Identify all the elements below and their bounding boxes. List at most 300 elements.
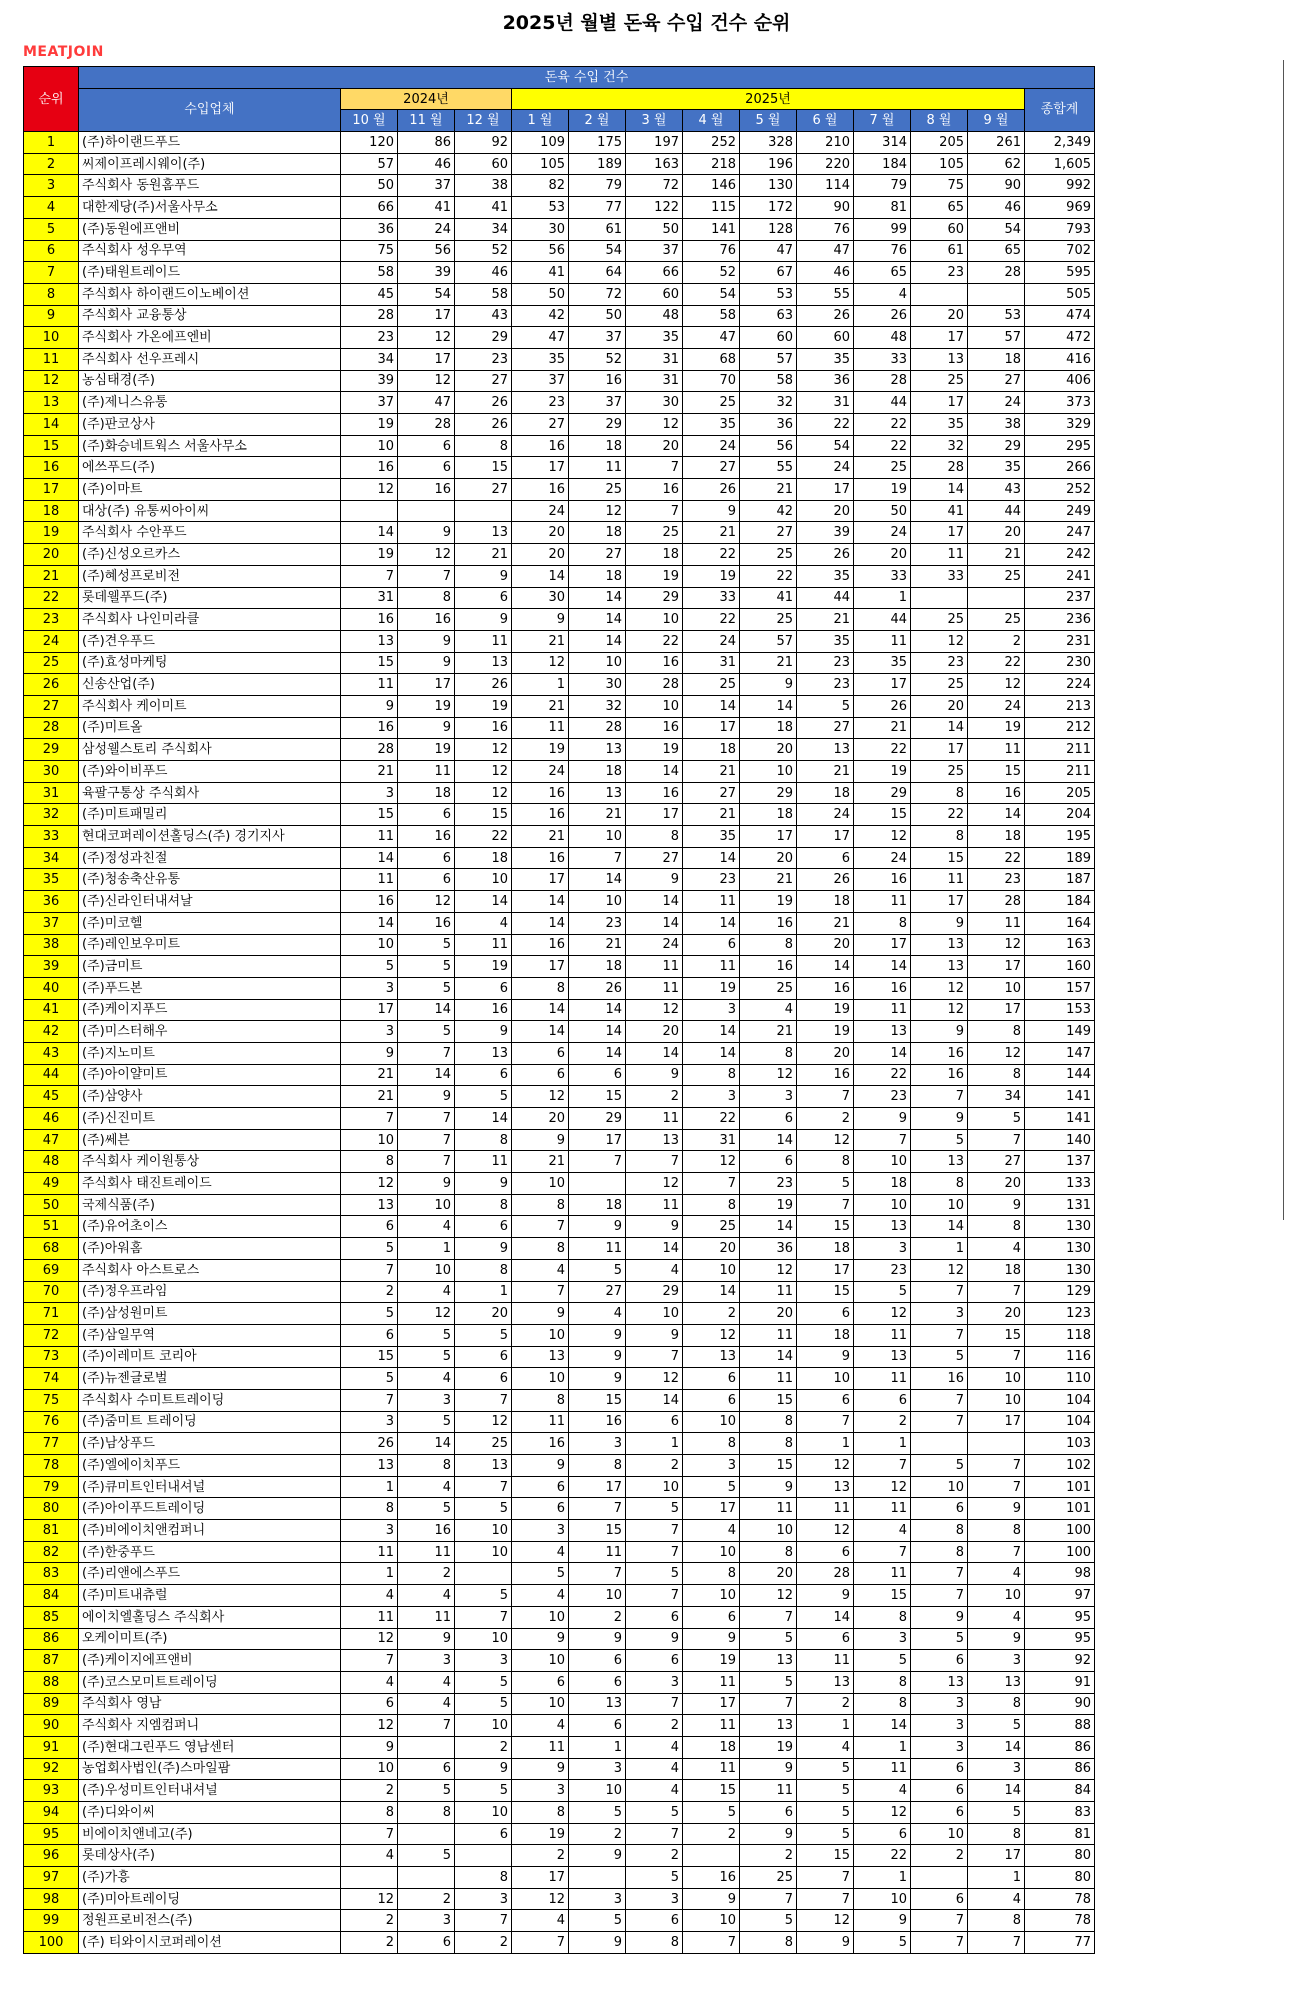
count-cell: 130 [740,175,797,197]
count-cell: 13 [341,630,398,652]
rank-cell: 27 [24,695,79,717]
count-cell: 18 [455,847,512,869]
count-cell: 14 [968,804,1025,826]
count-cell: 9 [626,1324,683,1346]
count-cell: 8 [569,1455,626,1477]
count-cell: 6 [797,1389,854,1411]
count-cell: 2 [626,1455,683,1477]
count-cell: 7 [911,1910,968,1932]
count-cell: 16 [740,956,797,978]
count-cell: 8 [968,1064,1025,1086]
table-row [24,1346,1095,1368]
count-cell: 29 [569,414,626,436]
total-cell: 101 [1025,1498,1095,1520]
count-cell: 70 [683,370,740,392]
count-cell: 9 [911,1021,968,1043]
count-cell: 14 [341,522,398,544]
count-cell: 12 [398,327,455,349]
count-cell: 8 [455,1867,512,1889]
company-cell: 오케이미트(주) [79,1628,341,1650]
count-cell: 7 [968,1476,1025,1498]
count-cell: 7 [740,1606,797,1628]
count-cell: 4 [626,1736,683,1758]
count-cell: 17 [683,1498,740,1520]
count-cell: 20 [797,934,854,956]
table-body [24,132,1095,1954]
count-cell: 22 [854,414,911,436]
count-cell: 4 [968,1606,1025,1628]
count-cell: 22 [968,847,1025,869]
count-cell: 1 [341,1563,398,1585]
count-cell: 11 [398,761,455,783]
count-cell: 19 [968,717,1025,739]
count-cell: 23 [512,392,569,414]
company-cell: (주)한중푸드 [79,1541,341,1563]
company-cell: 국제식품(주) [79,1194,341,1216]
count-cell: 4 [398,1693,455,1715]
rank-cell: 43 [24,1042,79,1064]
count-cell: 37 [569,327,626,349]
count-cell: 5 [341,956,398,978]
rank-cell: 72 [24,1324,79,1346]
count-cell: 328 [740,132,797,154]
count-cell: 15 [341,804,398,826]
count-cell: 21 [341,761,398,783]
count-cell: 36 [740,414,797,436]
company-cell: (주)쎄븐 [79,1129,341,1151]
count-cell: 11 [341,1541,398,1563]
count-cell: 8 [512,1389,569,1411]
count-cell [911,1433,968,1455]
count-cell: 5 [797,1758,854,1780]
count-cell: 36 [740,1238,797,1260]
table-row [24,1671,1095,1693]
count-cell: 26 [683,479,740,501]
table-row [24,1108,1095,1130]
month-header: 1 월 [512,110,569,132]
company-cell: 주식회사 수미트트레이딩 [79,1389,341,1411]
count-cell: 23 [911,262,968,284]
count-cell: 25 [911,370,968,392]
count-cell: 5 [455,1780,512,1802]
count-cell [398,1736,455,1758]
rank-cell: 49 [24,1173,79,1195]
count-cell: 4 [398,1216,455,1238]
count-cell: 9 [626,1216,683,1238]
count-cell: 8 [968,1910,1025,1932]
count-cell: 54 [398,283,455,305]
count-cell: 1 [569,1736,626,1758]
count-cell: 2 [626,1086,683,1108]
count-cell: 46 [455,262,512,284]
company-cell: 롯데웰푸드(주) [79,587,341,609]
count-cell [968,587,1025,609]
total-cell: 131 [1025,1194,1095,1216]
count-cell: 9 [740,1476,797,1498]
count-cell: 1 [341,1476,398,1498]
table-row [24,804,1095,826]
count-cell: 2 [341,1780,398,1802]
count-cell: 14 [968,1736,1025,1758]
count-cell: 21 [740,869,797,891]
company-cell: (주)미아트레이딩 [79,1888,341,1910]
company-cell: (주)신성오르카스 [79,544,341,566]
count-cell: 19 [512,1823,569,1845]
count-cell: 26 [797,869,854,891]
count-cell: 14 [740,1216,797,1238]
count-cell: 128 [740,218,797,240]
count-cell: 8 [398,1802,455,1824]
count-cell: 122 [626,197,683,219]
count-cell: 11 [626,1194,683,1216]
count-cell: 2 [398,1888,455,1910]
count-cell: 30 [626,392,683,414]
total-cell: 204 [1025,804,1095,826]
rank-cell: 92 [24,1758,79,1780]
table-row [24,956,1095,978]
count-cell: 14 [626,1042,683,1064]
table-row [24,175,1095,197]
total-cell: 110 [1025,1368,1095,1390]
count-cell: 41 [398,197,455,219]
count-cell: 28 [341,739,398,761]
count-cell: 8 [854,1693,911,1715]
count-cell: 8 [911,1541,968,1563]
count-cell: 17 [569,1476,626,1498]
rank-cell: 100 [24,1932,79,1954]
count-cell: 27 [683,457,740,479]
table-row [24,1194,1095,1216]
count-cell: 4 [626,1780,683,1802]
company-cell: (주)코스모미트트레이딩 [79,1671,341,1693]
table-row [24,132,1095,154]
total-cell: 77 [1025,1932,1095,1954]
count-cell: 10 [683,1411,740,1433]
month-header: 6 월 [797,110,854,132]
count-cell: 46 [797,262,854,284]
count-cell: 175 [569,132,626,154]
count-cell: 15 [569,1520,626,1542]
count-cell: 22 [683,1108,740,1130]
count-cell: 7 [512,1281,569,1303]
count-cell: 5 [398,934,455,956]
count-cell: 5 [455,1086,512,1108]
count-cell: 14 [740,1129,797,1151]
count-cell: 2 [740,1845,797,1867]
count-cell: 15 [740,1455,797,1477]
total-cell: 130 [1025,1216,1095,1238]
count-cell: 8 [740,1411,797,1433]
table-row [24,999,1095,1021]
count-cell: 13 [911,956,968,978]
count-cell: 18 [398,782,455,804]
count-cell: 13 [911,348,968,370]
rank-cell: 6 [24,240,79,262]
table-row [24,587,1095,609]
count-cell: 7 [911,1086,968,1108]
count-cell: 10 [512,1693,569,1715]
count-cell: 146 [683,175,740,197]
count-cell: 35 [911,414,968,436]
count-cell: 33 [854,348,911,370]
company-cell: (주)삼성원미트 [79,1303,341,1325]
count-cell: 22 [455,826,512,848]
count-cell: 10 [455,1715,512,1737]
count-cell: 27 [797,717,854,739]
rank-cell: 19 [24,522,79,544]
total-cell: 144 [1025,1064,1095,1086]
count-cell: 11 [854,891,911,913]
count-cell: 5 [797,1780,854,1802]
count-cell: 15 [854,1585,911,1607]
count-cell: 15 [569,1389,626,1411]
count-cell: 4 [341,1845,398,1867]
count-cell: 12 [740,1064,797,1086]
company-cell: 농심태경(주) [79,370,341,392]
table-row [24,1520,1095,1542]
count-cell: 10 [569,826,626,848]
count-cell: 21 [740,479,797,501]
count-cell: 5 [398,1780,455,1802]
count-cell: 11 [854,1498,911,1520]
table-row [24,869,1095,891]
rank-cell: 80 [24,1498,79,1520]
count-cell: 9 [797,1932,854,1954]
count-cell: 2 [455,1932,512,1954]
count-cell: 18 [968,826,1025,848]
count-cell: 6 [512,1476,569,1498]
company-cell: (주)뉴젠글로벌 [79,1368,341,1390]
count-cell: 12 [683,1151,740,1173]
count-cell: 44 [854,392,911,414]
company-cell: 대상(주) 유통씨아이씨 [79,500,341,522]
count-cell: 57 [740,348,797,370]
total-cell: 149 [1025,1021,1095,1043]
count-cell: 5 [911,1346,968,1368]
rank-cell: 44 [24,1064,79,1086]
count-cell: 8 [797,1151,854,1173]
count-cell [968,283,1025,305]
count-cell: 21 [341,1086,398,1108]
total-cell: 373 [1025,392,1095,414]
count-cell: 25 [740,544,797,566]
company-cell: (주)우성미트인터내셔널 [79,1780,341,1802]
count-cell: 81 [854,197,911,219]
count-cell: 14 [683,847,740,869]
count-cell: 12 [341,1173,398,1195]
count-cell: 11 [455,630,512,652]
count-cell: 17 [398,674,455,696]
count-cell: 46 [968,197,1025,219]
rank-cell: 98 [24,1888,79,1910]
count-cell: 29 [968,435,1025,457]
count-cell: 21 [797,761,854,783]
count-cell: 6 [455,1823,512,1845]
count-cell: 7 [626,1585,683,1607]
count-cell: 60 [455,153,512,175]
count-cell: 37 [398,175,455,197]
count-cell: 22 [626,630,683,652]
rank-cell: 38 [24,934,79,956]
count-cell: 54 [968,218,1025,240]
count-cell: 17 [512,869,569,891]
count-cell: 7 [911,1411,968,1433]
count-cell: 8 [854,1671,911,1693]
company-cell: (주)비에이치앤컴퍼니 [79,1520,341,1542]
count-cell: 10 [455,1541,512,1563]
count-cell: 5 [626,1563,683,1585]
count-cell: 3 [398,1910,455,1932]
count-cell: 2 [626,1715,683,1737]
count-cell: 14 [569,999,626,1021]
count-cell: 4 [398,1585,455,1607]
total-cell: 91 [1025,1671,1095,1693]
count-cell: 13 [854,1346,911,1368]
count-cell: 2 [797,1108,854,1130]
count-cell: 10 [683,1259,740,1281]
count-cell: 23 [455,348,512,370]
month-header: 9 월 [968,110,1025,132]
table-row [24,153,1095,175]
count-cell: 11 [569,1541,626,1563]
total-cell: 231 [1025,630,1095,652]
table-row [24,1151,1095,1173]
count-cell: 5 [455,1585,512,1607]
count-cell: 15 [854,804,911,826]
count-cell: 8 [740,1042,797,1064]
count-cell: 27 [626,847,683,869]
count-cell: 16 [398,826,455,848]
count-cell: 9 [398,652,455,674]
total-cell: 189 [1025,847,1095,869]
month-header: 7 월 [854,110,911,132]
company-cell: (주)신라인터내셔날 [79,891,341,913]
count-cell: 14 [455,1108,512,1130]
count-cell: 9 [398,522,455,544]
count-cell: 19 [626,565,683,587]
count-cell: 75 [911,175,968,197]
count-cell: 15 [797,1281,854,1303]
count-cell: 14 [683,912,740,934]
count-cell: 12 [968,934,1025,956]
count-cell: 25 [854,457,911,479]
rank-cell: 97 [24,1867,79,1889]
count-cell: 5 [455,1693,512,1715]
count-cell: 29 [626,587,683,609]
count-cell: 31 [683,652,740,674]
count-cell: 16 [740,912,797,934]
count-cell: 12 [911,977,968,999]
count-cell: 25 [683,392,740,414]
total-cell: 205 [1025,782,1095,804]
count-cell: 17 [797,826,854,848]
count-cell: 6 [398,847,455,869]
count-cell: 31 [683,1129,740,1151]
count-cell: 16 [398,1520,455,1542]
rank-cell: 15 [24,435,79,457]
month-header: 2 월 [569,110,626,132]
company-cell: (주)견우푸드 [79,630,341,652]
count-cell: 7 [398,1715,455,1737]
total-cell: 92 [1025,1650,1095,1672]
count-cell: 9 [455,1021,512,1043]
count-cell: 2 [797,1693,854,1715]
count-cell: 76 [683,240,740,262]
table-row [24,1476,1095,1498]
count-cell: 8 [512,1194,569,1216]
rank-cell: 70 [24,1281,79,1303]
count-cell: 10 [626,1476,683,1498]
count-cell: 9 [512,609,569,631]
count-cell: 14 [683,1281,740,1303]
count-cell: 210 [797,132,854,154]
count-cell: 10 [683,1585,740,1607]
count-cell: 9 [569,1845,626,1867]
count-cell: 2 [341,1932,398,1954]
count-cell: 8 [968,1693,1025,1715]
count-cell: 27 [968,1151,1025,1173]
count-cell: 52 [455,240,512,262]
count-cell: 2 [626,1845,683,1867]
count-cell [398,1867,455,1889]
count-cell: 10 [911,1194,968,1216]
company-cell: 주식회사 영남 [79,1693,341,1715]
count-cell: 35 [797,630,854,652]
count-cell: 12 [626,1368,683,1390]
count-cell: 10 [854,1888,911,1910]
count-cell: 20 [911,305,968,327]
count-cell: 25 [911,609,968,631]
count-cell: 5 [911,1628,968,1650]
count-cell: 6 [398,1932,455,1954]
count-cell: 7 [455,1910,512,1932]
count-cell: 8 [968,1823,1025,1845]
count-cell: 77 [569,197,626,219]
count-cell: 66 [626,262,683,284]
count-cell: 10 [512,1368,569,1390]
total-cell: 101 [1025,1476,1095,1498]
count-cell: 10 [740,761,797,783]
count-cell: 20 [512,1108,569,1130]
rank-cell: 1 [24,132,79,154]
count-cell: 3 [968,1650,1025,1672]
count-cell: 11 [512,1736,569,1758]
count-cell: 19 [683,977,740,999]
count-cell: 37 [569,392,626,414]
company-cell: 삼성웰스토리 주식회사 [79,739,341,761]
count-cell: 4 [683,1520,740,1542]
count-cell: 24 [683,435,740,457]
count-cell: 56 [740,435,797,457]
count-cell: 11 [626,977,683,999]
count-cell: 5 [683,1476,740,1498]
count-cell: 8 [455,1194,512,1216]
count-cell: 53 [968,305,1025,327]
company-cell: (주)이레미트 코리아 [79,1346,341,1368]
count-cell: 17 [569,1129,626,1151]
count-cell: 10 [968,1389,1025,1411]
count-cell: 9 [626,1064,683,1086]
count-cell: 6 [626,1606,683,1628]
count-cell: 18 [968,348,1025,370]
count-cell: 6 [455,1346,512,1368]
rank-cell: 11 [24,348,79,370]
count-cell: 13 [455,652,512,674]
count-cell: 11 [911,869,968,891]
table-row [24,630,1095,652]
scrollbar-track[interactable] [1283,60,1284,1220]
rank-cell: 94 [24,1802,79,1824]
